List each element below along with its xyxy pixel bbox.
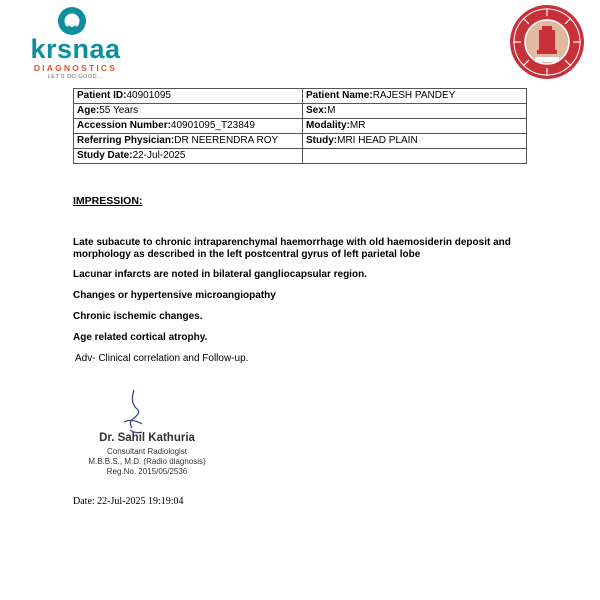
cell-value: DR NEERENDRA ROY bbox=[174, 135, 279, 146]
impression-heading: IMPRESSION: bbox=[73, 195, 143, 207]
cell-label: Modality: bbox=[306, 120, 350, 131]
cell-label: Referring Physician: bbox=[77, 135, 175, 146]
sex-cell bbox=[303, 104, 527, 119]
brand-tagline: LET'S DO GOOD... bbox=[47, 74, 104, 80]
cell-value: 55 Years bbox=[99, 105, 139, 116]
brand-mark-icon bbox=[57, 6, 87, 36]
study-date-cell bbox=[74, 149, 303, 164]
finding-3: Changes or hypertensive microangiopathy bbox=[73, 290, 276, 301]
cell-label: Sex: bbox=[306, 105, 328, 116]
doctor-name: Dr. Sahil Kathuria bbox=[99, 432, 195, 444]
cell-value: 22-Jul-2025 bbox=[132, 150, 186, 161]
brand-subtitle: DIAGNOSTICS bbox=[33, 63, 118, 73]
cell-label: Accession Number: bbox=[77, 120, 171, 131]
patient-id-cell bbox=[74, 89, 303, 104]
patient-name-cell bbox=[303, 89, 527, 104]
table-row bbox=[74, 119, 527, 134]
table-row bbox=[74, 89, 527, 104]
signature-icon bbox=[112, 388, 152, 438]
cell-label: Age: bbox=[77, 105, 100, 116]
patient-info-table bbox=[73, 88, 527, 164]
table-row bbox=[74, 134, 527, 149]
doctor-qualification: M.B.B.S., M.D. (Radio diagnosis) bbox=[88, 457, 206, 466]
brand-name: krsnaa bbox=[30, 34, 121, 64]
table-row bbox=[74, 149, 527, 164]
empty-cell bbox=[303, 149, 527, 164]
cell-label: Study Date: bbox=[77, 150, 133, 161]
finding-4: Chronic ischemic changes. bbox=[73, 311, 203, 322]
cell-value: 40901095 bbox=[126, 90, 171, 101]
cell-value: M bbox=[327, 105, 336, 116]
report-date: Date: 22-Jul-2025 19:19:04 bbox=[73, 496, 184, 507]
modality-cell bbox=[303, 119, 527, 134]
accession-cell bbox=[74, 119, 303, 134]
study-cell bbox=[303, 134, 527, 149]
cell-label: Patient ID: bbox=[77, 90, 127, 101]
table-row bbox=[74, 104, 527, 119]
cell-label: Patient Name: bbox=[306, 90, 373, 101]
cell-value: RAJESH PANDEY bbox=[372, 90, 456, 101]
cell-label: Study: bbox=[306, 135, 338, 146]
brand-logo bbox=[18, 6, 133, 81]
advice-text: Adv- Clinical correlation and Follow-up. bbox=[75, 353, 249, 364]
doctor-title: Consultant Radiologist bbox=[106, 447, 188, 456]
finding-2: Lacunar infarcts are noted in bilateral gangliocapsular region. bbox=[73, 269, 367, 280]
cell-value: MRI HEAD PLAIN bbox=[337, 135, 418, 146]
age-cell bbox=[74, 104, 303, 119]
finding-1: Late subacute to chronic intraparenchymal haemorrhage with old haemosiderin deposit and morphology as described in the left postcentral gyrus of left parietal lobe bbox=[73, 237, 511, 260]
cell-value: MR bbox=[349, 120, 366, 131]
cell-value: 40901095_T23849 bbox=[170, 120, 255, 131]
government-emblem-seal-icon bbox=[509, 4, 585, 80]
doctor-registration: Reg.No. 2015/05/2536 bbox=[106, 467, 188, 476]
finding-5: Age related cortical atrophy. bbox=[73, 332, 208, 343]
referring-physician-cell bbox=[74, 134, 303, 149]
